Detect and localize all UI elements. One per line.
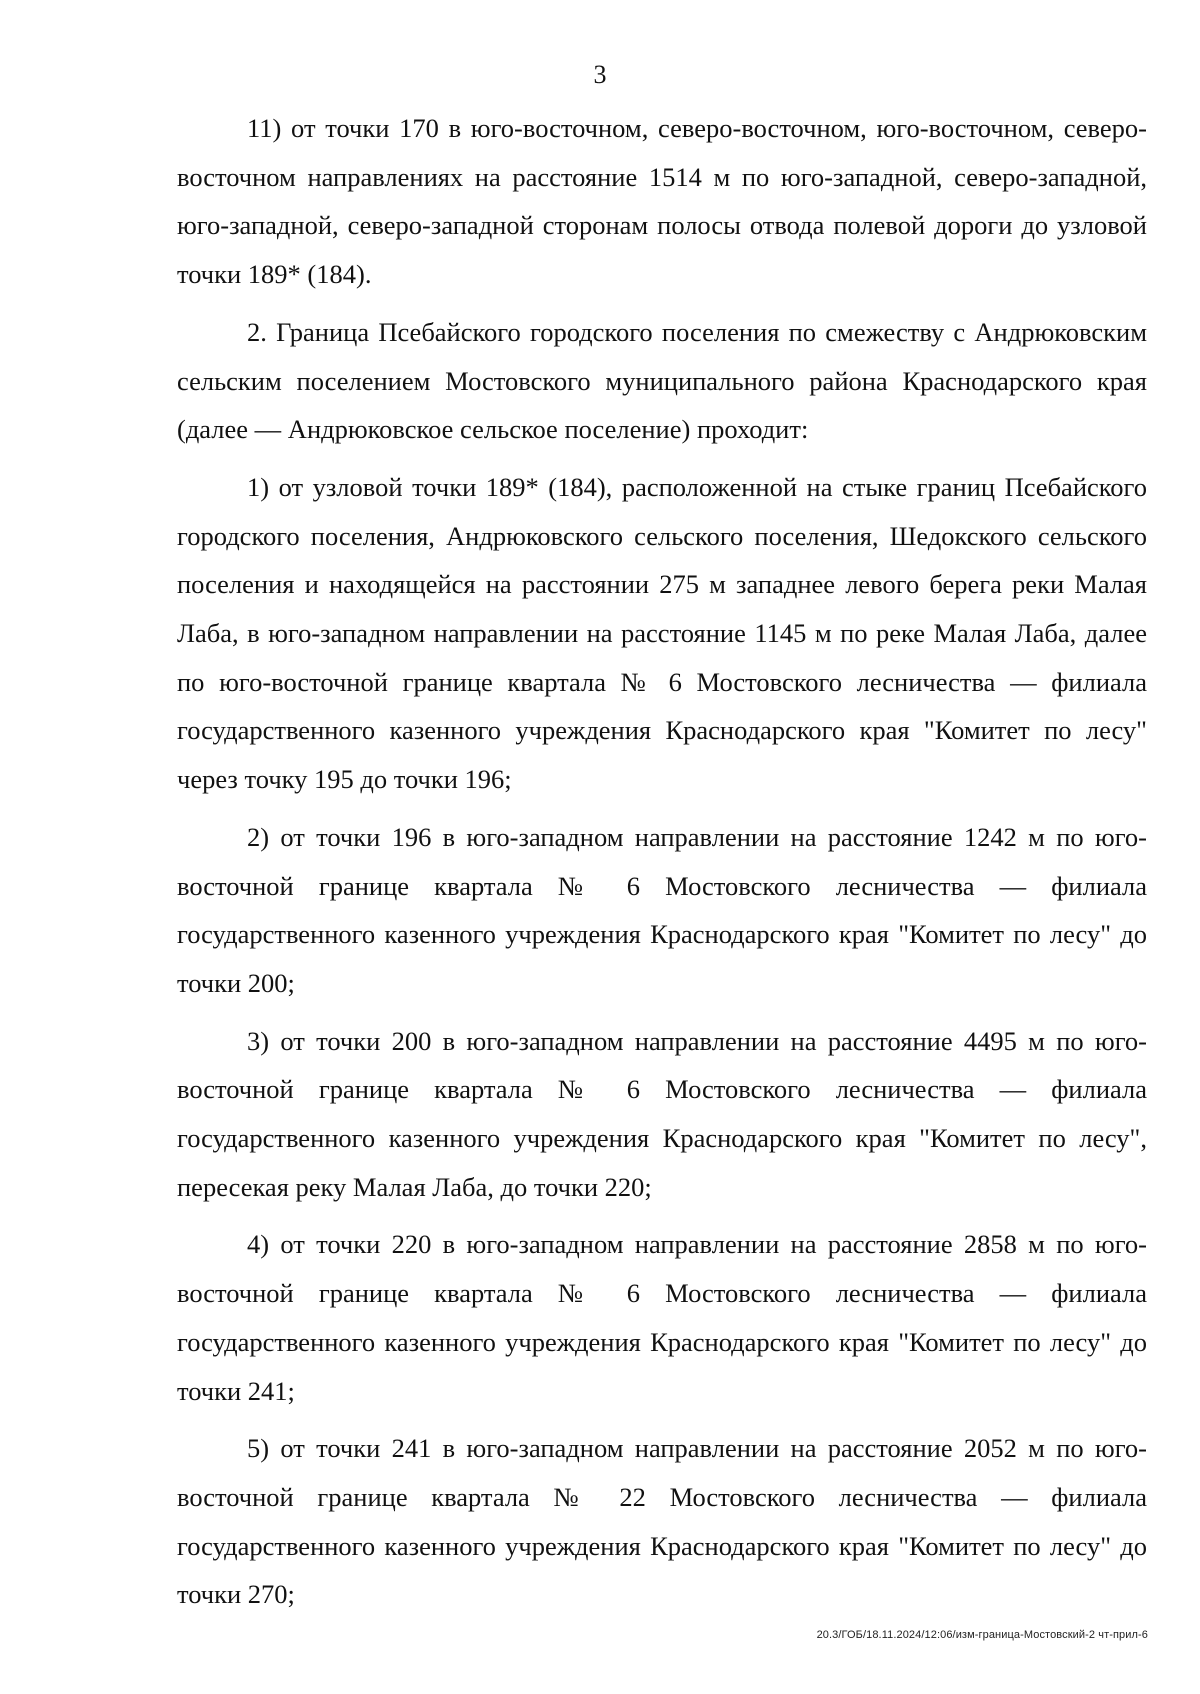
paragraph-item-3: 3) от точки 200 в юго-западном направлении на расстояние 4495 м по юго-восточной границе квартала № 6 Мостовского лесничества — филиала государственного казенного учреждения Краснодарского края "Комитет по лесу", пересекая реку Малая Лаба, до точки 220; xyxy=(177,1025,1147,1202)
document-body xyxy=(177,104,1147,1628)
paragraph-item-5: 5) от точки 241 в юго-западном направлении на расстояние 2052 м по юго-восточной границе квартала № 22 Мостовского лесничества — филиала государственного казенного учреждения Краснодарского края "Комитет по лесу" до точки 270; xyxy=(177,1433,1147,1610)
paragraph-item-4: 4) от точки 220 в юго-западном направлении на расстояние 2858 м по юго-восточной границе квартала № 6 Мостовского лесничества — филиала государственного казенного учреждения Краснодарского края "Комитет по лесу" до точки 241; xyxy=(177,1229,1147,1406)
paragraph-section-2-heading: 2. Граница Псебайского городского поселения по смежеству с Андрюковским сельским поселением Мостовского муниципального района Краснодарского края (далее — Андрюковское сельское поселение) проходит: xyxy=(177,316,1147,445)
paragraph-item-1: 1) от узловой точки 189* (184), расположенной на стыке границ Псебайского городского поселения, Андрюковского сельского поселения, Шедокского сельского поселения и находящейся на расстоянии 275 м западнее левого берега реки Малая Лаба, в юго-западном направлении на расстояние 1145 м по реке Малая Лаба, далее по юго-восточной границе квартала № 6 Мостовского лесничества — филиала государственного казенного учреждения Краснодарского края "Комитет по лесу" через точку 195 до точки 196; xyxy=(177,471,1147,795)
page-number: 3 xyxy=(593,60,607,89)
paragraph-item-2: 2) от точки 196 в юго-западном направлении на расстояние 1242 м по юго-восточной границе квартала № 6 Мостовского лесничества — филиала государственного казенного учреждения Краснодарского края "Комитет по лесу" до точки 200; xyxy=(177,821,1147,998)
document-footer-stamp: 20.3/ГОБ/18.11.2024/12:06/изм-граница-Мостовский-2 чт-прил-6 xyxy=(816,1629,1148,1641)
paragraph-item-11-continuation: 11) от точки 170 в юго-восточном, северо-восточном, юго-восточном, северо-восточном направлениях на расстояние 1514 м по юго-западной, северо-западной, юго-западной, северо-западной сторонам полосы отвода полевой дороги до узловой точки 189* (184). xyxy=(177,113,1147,290)
